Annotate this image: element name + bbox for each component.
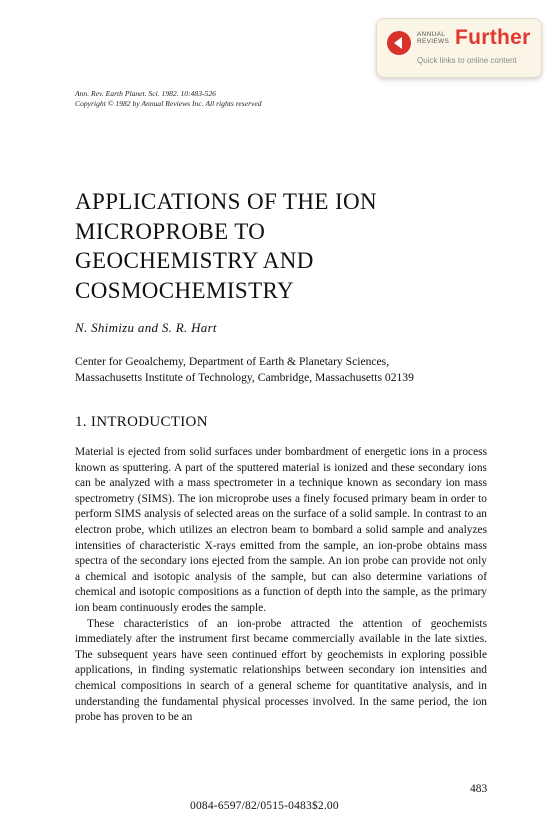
banner-further-label: Further: [455, 26, 531, 49]
title-line2: MICROPROBE TO: [75, 218, 266, 244]
affiliation: [75, 354, 414, 385]
article-title: [75, 187, 435, 305]
banner-small-line2: REVIEWS: [417, 38, 450, 45]
title-line1: APPLICATIONS OF THE ION: [75, 189, 378, 214]
citation-line2: Copyright © 1982 by Annual Reviews Inc. All rights reserved: [75, 99, 262, 108]
title-line4: COSMOCHEMISTRY: [75, 277, 295, 303]
section-heading-introduction: 1. INTRODUCTION: [75, 414, 208, 430]
banner-publisher-label: [417, 31, 449, 45]
paragraph-1: Material is ejected from solid surfaces under bombardment of energetic ions in a process known as sputtering. A part of the sputtered material is ionized and these secondary ions can be analyzed with a mass spectrometer in a technique known as secondary ion mass spectrometry (SIMS). The ion microprobe uses a finely focused primary beam in order to perform SIMS analysis of selected areas on the surface of a solid sample. In contrast to an electron probe, which utilizes an electron beam to bombard a solid sample and analyzes intensities of characteristic X-rays emitted from the sample, an ion-probe obtains mass spectra of the secondary ions ejected from the sample. An ion probe can provide not only a chemical and isotopic analysis of the sample, but can also determine variations of chemical and isotopic compositions as a function of depth into the sample, as the primary ion beam continuously erodes the sample.: [75, 446, 487, 614]
paragraph-2: These characteristics of an ion-probe attracted the attention of geochemists immediately after the instrument first became commercially available in the late sixties. The subsequent years have seen continued effort by geochemists in exploring possible applications, in finding systematic relationships between secondary ion intensities and chemical compositions in search of a general scheme for quantitative analysis, and in understanding the fundamental physical processes involved. In the same period, the ion probe has proven to be an: [75, 617, 487, 724]
citation-line1: Ann. Rev. Earth Planet. Sci. 1982. 10:483-526: [75, 89, 216, 98]
page-number: 483: [470, 783, 488, 795]
banner-subtitle: Quick links to online content: [417, 56, 517, 65]
article-code: 0084-6597/82/0515-0483$2.00: [190, 800, 339, 812]
title-line3: GEOCHEMISTRY AND: [75, 248, 314, 273]
back-arrow-circle-icon: [387, 31, 411, 55]
affiliation-line1: Center for Geoalchemy, Department of Earth & Planetary Sciences,: [75, 355, 390, 368]
body-text: [75, 445, 487, 726]
affiliation-line2: Massachusetts Institute of Technology, Cambridge, Massachusetts 02139: [75, 370, 414, 384]
banner-small-line1: ANNUAL: [417, 31, 446, 38]
journal-citation: [75, 89, 262, 109]
annual-reviews-further-banner[interactable]: [376, 18, 542, 78]
authors: N. Shimizu and S. R. Hart: [75, 320, 217, 335]
